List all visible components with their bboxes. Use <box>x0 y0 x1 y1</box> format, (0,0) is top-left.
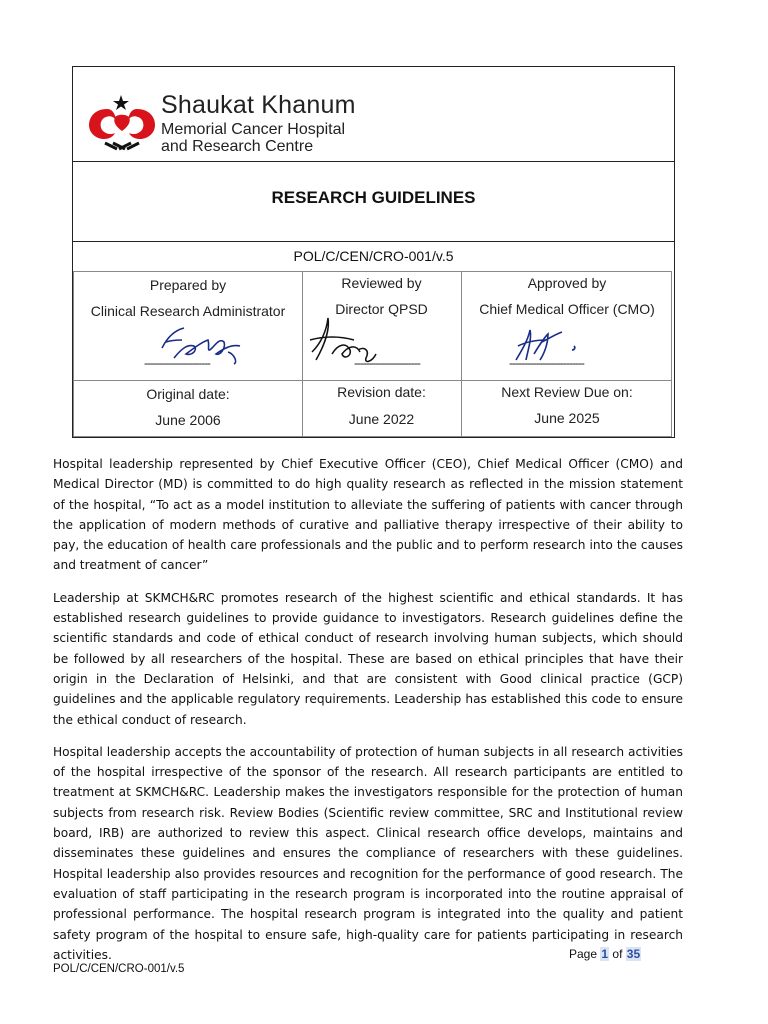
logo-text <box>161 93 356 155</box>
page-current: 1 <box>601 947 609 961</box>
table-divider <box>74 380 671 381</box>
original-date-label: Original date: <box>146 386 230 402</box>
signature-line: ------------------------- <box>509 356 584 370</box>
paragraph: Hospital leadership accepts the accountability of protection of human subjects in all research activities of the hospital irrespective of the sponsor of the research. All research participants are entitled to treatment at SKMCH&RC. Leadership makes the investigators responsible for the protection of human subjects from research risk. Review Bodies (Scientific review committee, SRC and Institutional review board, IRB) are authorized to review this aspect. Clinical research office develops, maintains and disseminates these guidelines and ensures the compliance of researchers with these guidelines. Hospital leadership also provides resources and recognition for the performance of good research. The evaluation of staff participating in the research program is incorporated into the routine appraisal of professional performance. The hospital research program is integrated into the quality and patient safety program of the hospital to ensure safe, high-quality care for patients participating in research activities. <box>53 744 683 962</box>
page-number <box>569 947 641 961</box>
original-date-value: June 2006 <box>155 412 221 428</box>
approved-by-label: Approved by <box>527 275 607 291</box>
org-name: Shaukat Khanum <box>161 91 356 119</box>
code-row <box>73 241 674 271</box>
page-prefix: Page <box>569 947 598 961</box>
revision-date-label: Revision date: <box>337 384 426 400</box>
reviewed-by-label: Reviewed by <box>341 275 422 291</box>
paragraph: Hospital leadership represented by Chief Executive Officer (CEO), Chief Medical Officer (CMO) and Medical Director (MD) is committed to do high quality research as reflected in the mission statement of the hospital, “To act as a model institution to alleviate the suffering of patients with cancer through the application of modern methods of curative and palliative therapy irrespective of their ability to pay, the education of health care professionals and the public and to perform research into the causes and treatment of cancer” <box>53 457 683 573</box>
document-body <box>53 454 683 977</box>
page-total: 35 <box>626 947 641 961</box>
approval-table <box>73 271 672 437</box>
org-subtitle-line2: and Research Centre <box>161 138 314 155</box>
document-header <box>72 66 675 438</box>
next-review-value: June 2025 <box>534 410 600 426</box>
document-code: POL/C/CEN/CRO-001/v.5 <box>293 248 454 264</box>
approved-by-role: Chief Medical Officer (CMO) <box>479 301 655 317</box>
org-subtitle-line1: Memorial Cancer Hospital <box>161 121 346 138</box>
footer-document-code: POL/C/CEN/CRO-001/v.5 <box>53 963 185 975</box>
next-review-label: Next Review Due on: <box>501 384 633 400</box>
hospital-logo-icon <box>87 93 161 155</box>
revision-date-value: June 2022 <box>348 411 415 427</box>
signature-line: ---------------------- <box>354 356 420 370</box>
reviewed-by-role: Director QPSD <box>335 301 428 317</box>
prepared-by-label: Prepared by <box>149 277 227 293</box>
page-of: of <box>612 947 623 961</box>
logo-row <box>73 67 674 162</box>
title-row <box>73 161 674 242</box>
prepared-by-role: Clinical Research Administrator <box>90 303 286 319</box>
signature-line: ---------------------- <box>144 356 210 370</box>
paragraph: Leadership at SKMCH&RC promotes research of the highest scientific and ethical standards. It has established research guidelines to provide guidance to investigators. Research guidelines define the scientific standards and code of ethical conduct of research involving human subjects, which should be followed by all researchers of the hospital. These are based on ethical principles that have their origin in the Declaration of Helsinki, and that are consistent with Good clinical practice (GCP) guidelines and the applicable regulatory requirements. Leadership has established this code to ensure the ethical conduct of research. <box>53 590 683 727</box>
document-title: RESEARCH GUIDELINES <box>271 188 476 207</box>
